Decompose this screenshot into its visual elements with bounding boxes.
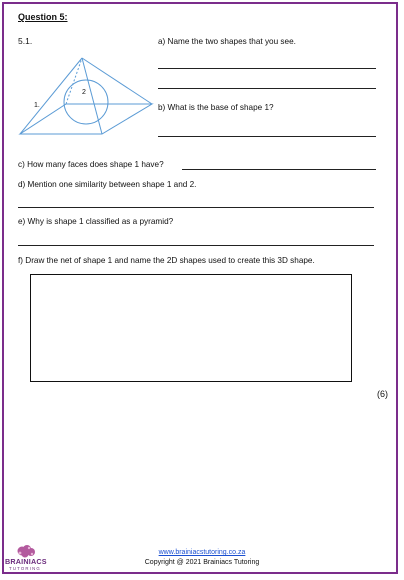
answer-line-b[interactable] xyxy=(158,136,376,137)
shape-label-1: 1. xyxy=(34,102,40,109)
pyramid-sphere-diagram xyxy=(14,52,156,136)
answer-line-d[interactable] xyxy=(18,207,374,208)
question-b: b) What is the base of shape 1? xyxy=(158,103,274,112)
question-e: e) Why is shape 1 classified as a pyramid? xyxy=(18,217,174,226)
answer-line-c[interactable] xyxy=(182,169,376,170)
sphere xyxy=(64,80,108,124)
pyramid-edge xyxy=(20,58,82,134)
website-link[interactable]: www.brainiacstutoring.co.za xyxy=(158,549,246,556)
net-drawing-box[interactable] xyxy=(30,274,352,382)
item-number: 5.1. xyxy=(18,36,33,46)
question-heading: Question 5: xyxy=(18,12,68,22)
logo-brand-text: BRAINIACS xyxy=(5,557,47,566)
question-d: d) Mention one similarity between shape 1 and 2. xyxy=(18,180,197,189)
copyright-text: Copyright @ 2021 Brainiacs Tutoring xyxy=(144,559,260,566)
shape-label-2: 2 xyxy=(82,89,86,96)
question-a: a) Name the two shapes that you see. xyxy=(158,37,296,46)
marks-total: (6) xyxy=(377,389,388,399)
logo-tagline-text: TUTORING xyxy=(9,566,41,571)
answer-line-a1[interactable] xyxy=(158,68,376,69)
question-c: c) How many faces does shape 1 have? xyxy=(18,160,164,169)
answer-line-a2[interactable] xyxy=(158,88,376,89)
question-f: f) Draw the net of shape 1 and name the 2D shapes used to create this 3D shape. xyxy=(18,256,315,265)
answer-line-e[interactable] xyxy=(18,245,374,246)
